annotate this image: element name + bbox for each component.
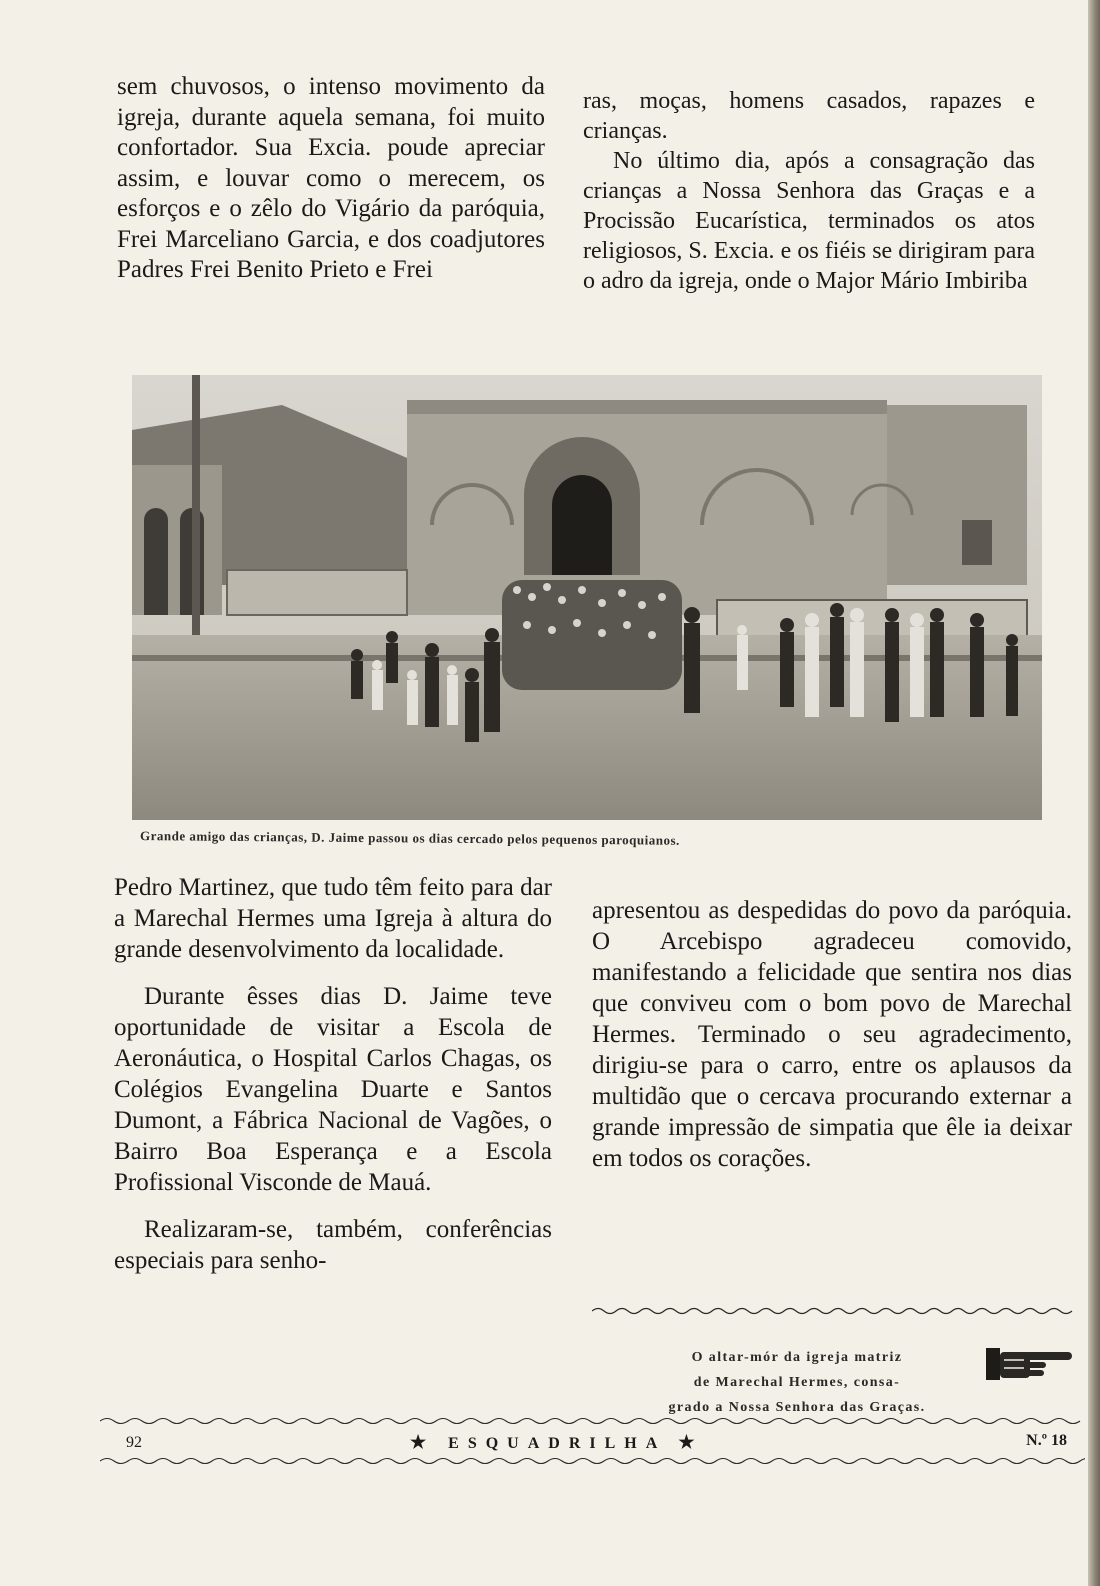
altar-caption-line: grado a Nossa Senhora das Graças. <box>668 1400 926 1415</box>
star-icon: ★ <box>410 1432 436 1452</box>
paragraph: No último dia, após a consagração das crianças a Nossa Senhora das Graças e a Procissão Eucarística, terminados os atos religiosos, S. Excia. e os fiéis se dirigiram para o adro da igreja, onde o Major Mário Imbiriba <box>583 148 1035 294</box>
page-number: 92 <box>126 1434 142 1451</box>
paragraph: sem chuvosos, o intenso movimento da igreja, durante aquela semana, foi muito confortador. Sua Excia. poude apreciar assim, e louvar como o merecem, os esforços e o zêlo do Vigário da paróquia, Frei Marceliano Garcia, e dos coadjutores Padres Frei Benito Prieto e Frei <box>117 73 545 283</box>
church-children-photo <box>132 375 1042 820</box>
paragraph: apresentou as despedidas do povo da paróquia. O Arcebispo agradeceu comovido, manifestando a felicidade que sentira nos dias que conviveu com o bom povo de Marechal Hermes. Terminado o seu agradecimento, dirigiu-se para o carro, entre os aplausos da multidão que o cercava procurando externar a grande impressão de simpatia que êle ia deixar em todos os corações. <box>592 897 1072 1172</box>
paragraph: Pedro Martinez, que tudo têm feito para dar a Marechal Hermes uma Igreja à altura do grande desenvolvimento da localidade. <box>114 874 552 963</box>
column-bottom-right <box>592 895 1072 1174</box>
column-top-left <box>117 72 545 286</box>
photo-caption: Grande amigo das crianças, D. Jaime passou os dias cercado pelos pequenos paroquianos. <box>139 828 680 848</box>
altar-caption <box>602 1345 992 1420</box>
column-bottom-left <box>114 872 552 1276</box>
masthead <box>410 1432 704 1453</box>
paragraph: Durante êsses dias D. Jaime teve oportunidade de visitar a Escola de Aeronáutica, o Hospital Carlos Chagas, os Colégios Evangelina Duarte e Santos Dumont, a Fábrica Nacional de Vagões, o Bairro Boa Esperança e a Escola Profissional Visconde de Mauá. <box>114 983 552 1196</box>
pointing-hand-icon <box>984 1342 1076 1384</box>
page-edge-shadow <box>1088 0 1100 1586</box>
wavy-divider <box>592 1306 1074 1316</box>
issue-number: N.º 18 <box>1026 1432 1067 1449</box>
paragraph: ras, moças, homens casados, rapazes e crianças. <box>583 88 1035 144</box>
magazine-name: ESQUADRILHA <box>448 1435 666 1452</box>
altar-caption-line: de Marechal Hermes, consa- <box>693 1375 901 1390</box>
wavy-rule-top <box>100 1416 1085 1426</box>
paragraph: Realizaram-se, também, conferências especiais para senho- <box>114 1216 552 1274</box>
altar-caption-line: O altar-mór da igreja matriz <box>691 1350 903 1365</box>
column-top-right <box>583 86 1035 296</box>
star-icon: ★ <box>678 1432 704 1452</box>
page-footer <box>100 1430 1085 1456</box>
wavy-rule-bottom <box>100 1456 1085 1466</box>
